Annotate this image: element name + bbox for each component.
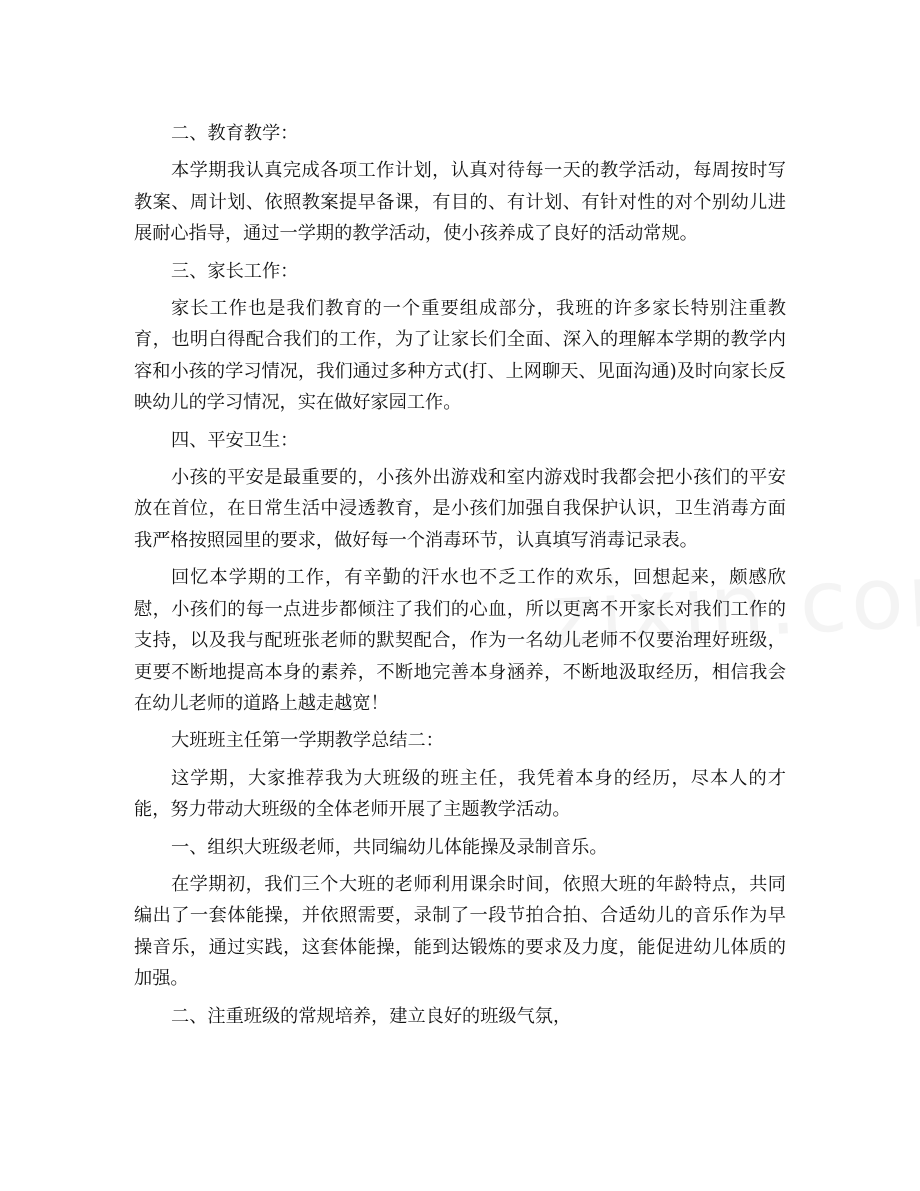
paragraph-education: 本学期我认真完成各项工作计划，认真对待每一天的教学活动，每周按时写教案、周计划、依照教案提早备课，有目的、有计划、有针对性的对个别幼儿进展耐心指导，通过一学期的教学活动，使小孩养成了良好的活动常规。: [134, 160, 786, 245]
section-heading-safety: 四、平安卫生：: [171, 429, 299, 451]
section-heading-education: 二、教育教学：: [171, 123, 299, 144]
section-heading-parents: 三、家长工作：: [171, 260, 299, 282]
paragraph-intro: 这学期，大家推荐我为大班级的班主任，我凭着本身的经历，尽本人的才能，努力带动大班级的全体老师开展了主题教学活动。: [134, 767, 786, 821]
paragraph-reflection: 回忆本学期的工作，有辛勤的汗水也不乏工作的欢乐，回想起来，颇感欣慰，小孩们的每一点进步都倾注了我们的心血，所以更离不开家长对我们工作的支持，以及我与配班张老师的默契配合，作为一名幼儿老师不仅要治理好班级，更要不断地提高本身的素养，不断地完善本身涵养，不断地汲取经历，相信我会在幼儿老师的道路上越走越宽！: [134, 567, 786, 714]
paragraph-parents: 家长工作也是我们教育的一个重要组成部分，我班的许多家长特别注重教育，也明白得配合我们的工作，为了让家长们全面、深入的理解本学期的教学内容和小孩的学习情况，我们通过多种方式(打、上网聊天、见面沟通)及时向家长反映幼儿的学习情况，实在做好家园工作。: [134, 298, 786, 414]
section-heading-routine: 二、注重班级的常规培养，建立良好的班级气氛，: [171, 1005, 572, 1027]
document-body: [134, 118, 786, 1038]
document-subtitle: 大班班主任第一学期教学总结二：: [171, 730, 444, 752]
section-heading-organize: 一、组织大班级老师，共同编幼儿体能操及录制音乐。: [171, 836, 608, 858]
paragraph-safety: 小孩的平安是最重要的，小孩外出游戏和室内游戏时我都会把小孩们的平安放在首位，在日常生活中浸透教育，是小孩们加强自我保护认识，卫生消毒方面我严格按照园里的要求，做好每一个消毒环节，认真填写消毒记录表。: [134, 467, 786, 551]
paragraph-organize: 在学期初，我们三个大班的老师利用课余时间，依照大班的年龄特点，共同编出了一套体能操，并依照需要，录制了一段节拍合拍、合适幼儿的音乐作为早操音乐，通过实践，这套体能操，能到达锻炼的要求及力度，能促进幼儿体质的加强。: [134, 873, 786, 990]
